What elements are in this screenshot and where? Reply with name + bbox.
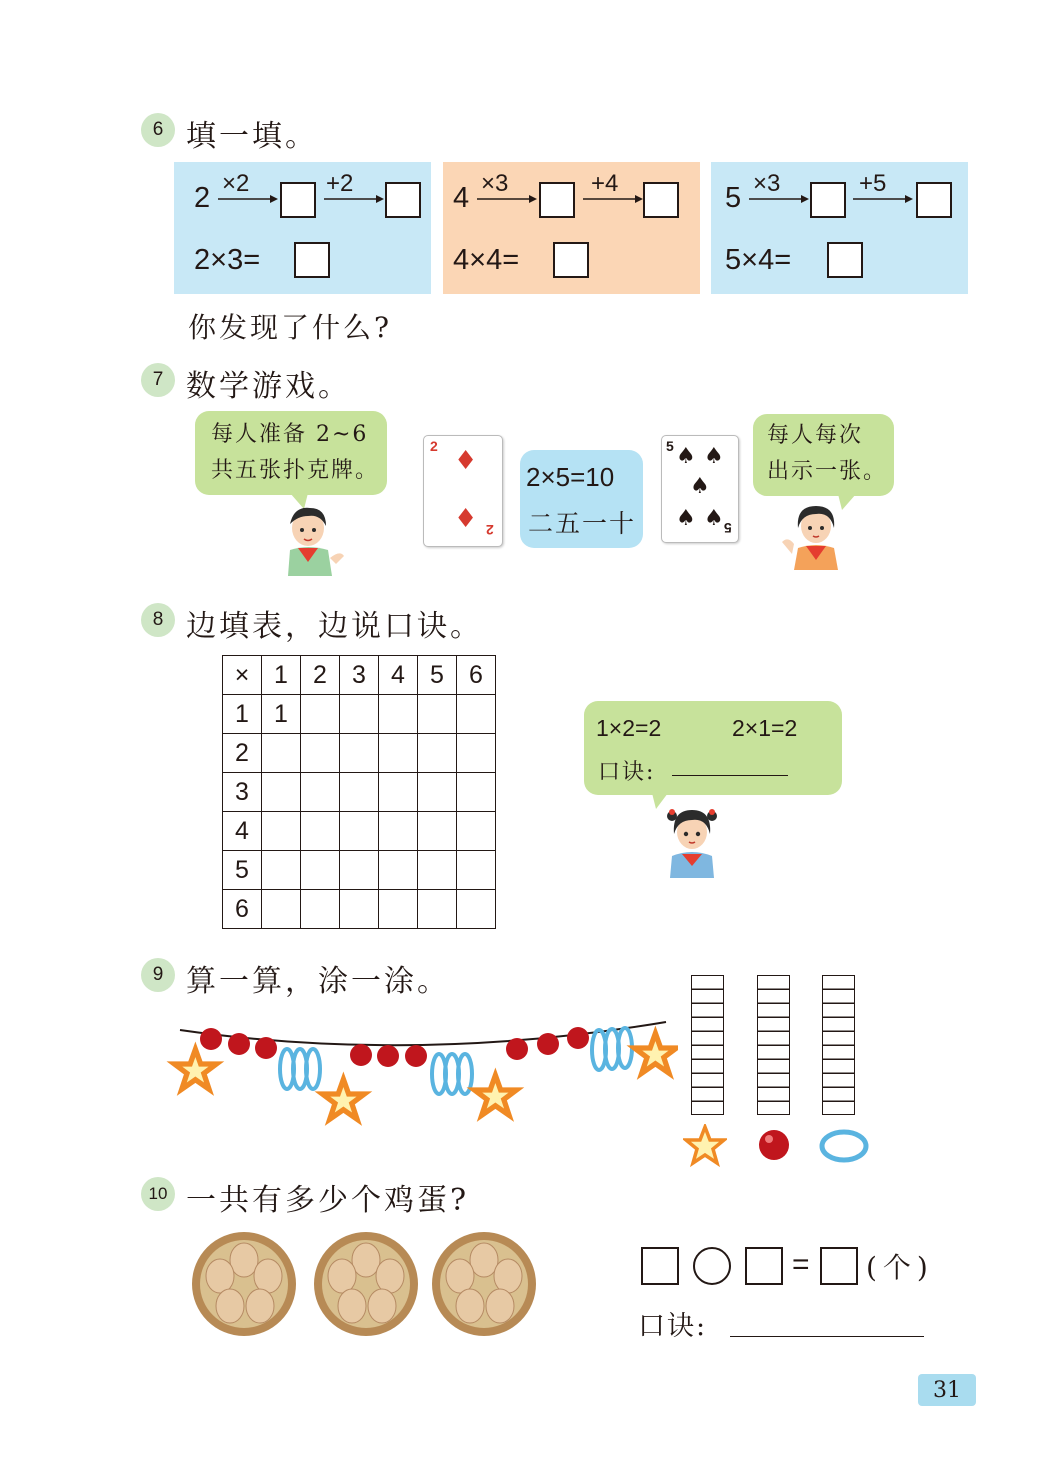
table-header-cell: 4: [379, 656, 418, 695]
table-cell[interactable]: 1: [262, 695, 301, 734]
answer-box[interactable]: [539, 182, 575, 218]
operation-label: +2: [326, 170, 354, 197]
question-title-9: 算一算，涂一涂。: [186, 964, 450, 999]
row-header-cell: 5: [223, 851, 262, 890]
table-cell[interactable]: [262, 890, 301, 929]
koujue-blank-line[interactable]: [730, 1336, 924, 1337]
card-rank: 5: [724, 520, 732, 536]
question-number-8: 8: [141, 603, 175, 637]
table-row: [223, 890, 496, 929]
answer-box[interactable]: [294, 242, 330, 278]
answer-box[interactable]: [916, 182, 952, 218]
diamond-icon: ♦: [454, 446, 478, 476]
table-cell[interactable]: [418, 734, 457, 773]
multiplication-expression: 4×4=: [453, 244, 520, 276]
table-cell[interactable]: [340, 851, 379, 890]
spade-icon: ♠: [676, 444, 696, 469]
answer-box[interactable]: [745, 1247, 783, 1285]
table-cell[interactable]: [262, 773, 301, 812]
table-cell[interactable]: [379, 890, 418, 929]
chain-panel-3: [711, 162, 968, 294]
table-header-cell: ×: [223, 656, 262, 695]
table-cell[interactable]: [340, 734, 379, 773]
table-cell[interactable]: [262, 734, 301, 773]
bead-icon: [567, 1027, 589, 1049]
speech-bubble-girl: [753, 414, 894, 496]
bead-icon: [350, 1044, 372, 1066]
bubble-line: 每人每次: [767, 423, 864, 448]
spade-icon: ♠: [690, 474, 710, 499]
egg-nest-icon: [312, 1230, 420, 1338]
spade-icon: ♠: [704, 444, 724, 469]
table-cell[interactable]: [262, 812, 301, 851]
answer-box[interactable]: [385, 182, 421, 218]
card-rank: 2: [486, 522, 494, 538]
table-cell[interactable]: [457, 734, 496, 773]
table-cell[interactable]: [457, 812, 496, 851]
arrow-icon: [749, 192, 809, 206]
diamond-icon: ♦: [454, 504, 478, 534]
koujue-blank-line[interactable]: [672, 775, 788, 776]
table-cell[interactable]: [301, 890, 340, 929]
unit-label: (个): [866, 1251, 934, 1284]
operation-label: ×2: [222, 170, 250, 197]
card-rank: 5: [666, 438, 674, 454]
bead-icon: [537, 1033, 559, 1055]
table-row: [223, 812, 496, 851]
table-row: [223, 851, 496, 890]
operation-label: +5: [859, 170, 887, 197]
arrow-icon: [583, 192, 643, 206]
bead-icon: [200, 1028, 222, 1050]
formula-text: 2×5=10: [526, 462, 615, 492]
table-cell[interactable]: [379, 734, 418, 773]
table-cell[interactable]: [301, 734, 340, 773]
answer-box[interactable]: [280, 182, 316, 218]
row-header-cell: 3: [223, 773, 262, 812]
table-cell[interactable]: [301, 773, 340, 812]
koujue-label: 口诀:: [638, 1311, 708, 1342]
table-cell[interactable]: [457, 773, 496, 812]
question-number-9: 9: [141, 958, 175, 992]
question-title-10: 一共有多少个鸡蛋?: [186, 1183, 470, 1218]
table-cell[interactable]: [262, 851, 301, 890]
arrow-icon: [324, 192, 384, 206]
table-cell[interactable]: [301, 812, 340, 851]
multiplication-table: [222, 655, 496, 929]
chain-panel-2: [443, 162, 700, 294]
row-header-cell: 6: [223, 890, 262, 929]
bubble-line: 共五张扑克牌。: [211, 458, 380, 483]
playing-card-two-diamonds: [423, 435, 503, 547]
start-number: 5: [725, 182, 742, 214]
row-header-cell: 2: [223, 734, 262, 773]
bead-icon: [506, 1038, 528, 1060]
answer-box[interactable]: [820, 1247, 858, 1285]
table-cell[interactable]: [418, 890, 457, 929]
star-icon: [634, 1033, 676, 1073]
koujue-bubble: [584, 701, 842, 795]
coloring-bar-rings[interactable]: [822, 975, 855, 1115]
answer-box[interactable]: [643, 182, 679, 218]
bead-icon: [255, 1037, 277, 1059]
table-cell[interactable]: [457, 890, 496, 929]
question-number-6: 6: [141, 113, 175, 147]
card-rank: 2: [430, 438, 438, 454]
table-header-row: [223, 656, 496, 695]
question-title-8: 边填表，边说口诀。: [186, 609, 483, 644]
operation-label: +4: [591, 170, 619, 197]
bead-icon: [228, 1033, 250, 1055]
operator-circle[interactable]: [693, 1247, 731, 1285]
table-header-cell: 1: [262, 656, 301, 695]
table-cell[interactable]: [340, 890, 379, 929]
table-cell[interactable]: [379, 773, 418, 812]
row-header-cell: 1: [223, 695, 262, 734]
table-cell[interactable]: [418, 773, 457, 812]
table-row: [223, 773, 496, 812]
table-cell[interactable]: [379, 812, 418, 851]
operation-label: ×3: [753, 170, 781, 197]
table-cell[interactable]: [340, 773, 379, 812]
equals-sign: =: [792, 1248, 810, 1281]
koujue-text: 二五一十: [528, 509, 637, 538]
spade-icon: ♠: [704, 506, 724, 531]
question-number-10: 10: [141, 1177, 175, 1211]
table-cell[interactable]: [457, 851, 496, 890]
start-number: 2: [194, 182, 211, 214]
coloring-bar-beads[interactable]: [757, 975, 790, 1115]
boy-character-icon: [276, 500, 348, 576]
table-cell[interactable]: [418, 695, 457, 734]
answer-box[interactable]: [641, 1247, 679, 1285]
bubble-line: 每人准备 2~6: [211, 422, 369, 447]
bead-icon: [405, 1045, 427, 1067]
arrow-icon: [477, 192, 537, 206]
answer-box[interactable]: [553, 242, 589, 278]
star-icon: [174, 1049, 216, 1089]
question-number-7: 7: [141, 363, 175, 397]
garland-illustration: [166, 1012, 678, 1128]
table-cell[interactable]: [340, 695, 379, 734]
bead-icon: [757, 1128, 791, 1162]
formula-bubble: [520, 450, 643, 548]
operation-label: ×3: [481, 170, 509, 197]
question-title-6: 填一填。: [186, 119, 318, 154]
coloring-bar-stars[interactable]: [691, 975, 724, 1115]
answer-box[interactable]: [810, 182, 846, 218]
table-header-cell: 5: [418, 656, 457, 695]
multiplication-expression: 5×4=: [725, 244, 792, 276]
star-icon: [474, 1075, 516, 1115]
table-header-cell: 6: [457, 656, 496, 695]
formula-text: 1×2=2: [596, 715, 662, 741]
table-cell[interactable]: [379, 695, 418, 734]
egg-nest-icon: [190, 1230, 298, 1338]
star-icon: [322, 1079, 364, 1119]
arrow-icon: [853, 192, 913, 206]
table-header-cell: 2: [301, 656, 340, 695]
table-cell[interactable]: [418, 812, 457, 851]
page-number: 31: [918, 1374, 976, 1406]
start-number: 4: [453, 182, 470, 214]
discovery-question: 你发现了什么?: [188, 311, 393, 344]
playing-card-five-spades: [661, 435, 739, 543]
table-row: [223, 695, 496, 734]
table-row: [223, 734, 496, 773]
answer-box[interactable]: [827, 242, 863, 278]
question-title-7: 数学游戏。: [186, 369, 351, 404]
egg-nest-icon: [430, 1230, 538, 1338]
multiplication-expression: 2×3=: [194, 244, 261, 276]
formula-text: 2×1=2: [732, 715, 798, 741]
girl-character-icon: [664, 802, 720, 878]
table-cell[interactable]: [379, 851, 418, 890]
koujue-label: 口诀:: [598, 760, 656, 785]
table-cell[interactable]: [457, 695, 496, 734]
chain-panel-1: [174, 162, 431, 294]
star-icon: [683, 1124, 727, 1168]
table-cell[interactable]: [418, 851, 457, 890]
table-header-cell: 3: [340, 656, 379, 695]
girl-character-icon: [778, 498, 848, 570]
bead-icon: [377, 1045, 399, 1067]
arrow-icon: [218, 192, 278, 206]
table-cell[interactable]: [340, 812, 379, 851]
table-cell[interactable]: [301, 851, 340, 890]
spade-icon: ♠: [676, 506, 696, 531]
table-cell[interactable]: [301, 695, 340, 734]
ring-icon: [818, 1126, 870, 1166]
row-header-cell: 4: [223, 812, 262, 851]
bubble-line: 出示一张。: [767, 459, 888, 484]
speech-bubble-boy: [195, 411, 387, 495]
